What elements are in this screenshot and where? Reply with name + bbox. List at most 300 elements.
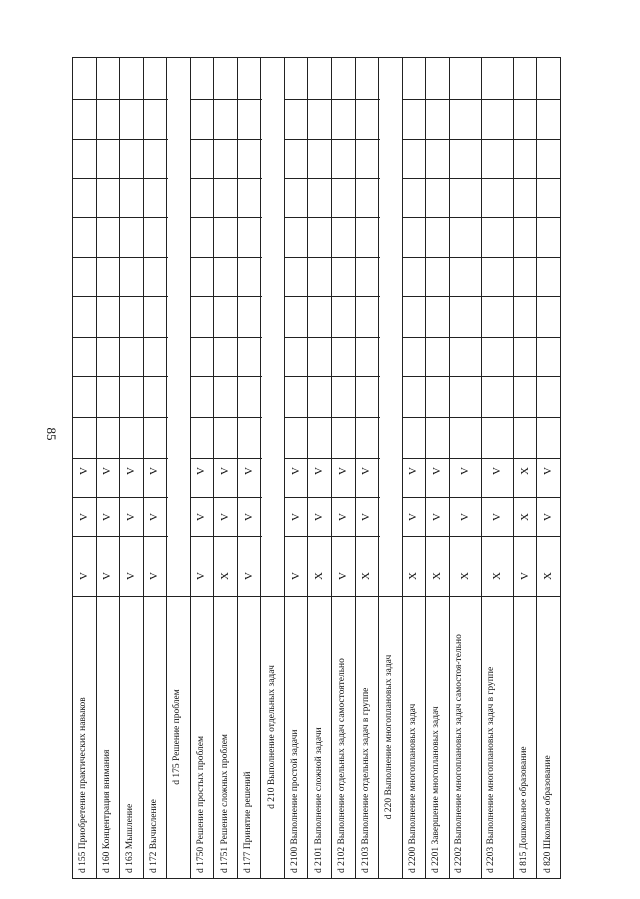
grid-line xyxy=(481,217,514,218)
grid-line xyxy=(237,178,262,179)
cross-mark: X xyxy=(407,572,420,580)
grid-line xyxy=(307,497,332,498)
grid-line xyxy=(355,536,380,537)
grid-line xyxy=(449,497,482,498)
grid-line xyxy=(402,376,427,377)
grid-line xyxy=(425,417,450,418)
grid-line xyxy=(425,458,450,459)
grid-line xyxy=(213,596,238,597)
grid-line xyxy=(96,217,121,218)
grid-line xyxy=(331,497,356,498)
grid-line xyxy=(331,139,356,140)
row-divider xyxy=(72,57,73,878)
table-row-label: d 2102 Выполнение отдельных задач самостоятельно xyxy=(337,658,348,873)
grid-line xyxy=(213,296,238,297)
grid-line xyxy=(536,296,561,297)
grid-line xyxy=(513,458,538,459)
grid-line xyxy=(284,178,309,179)
grid-line xyxy=(237,217,262,218)
grid-line xyxy=(96,337,121,338)
cross-mark: X xyxy=(518,467,531,475)
table-row-label: d 2202 Выполнение многоплановых задач самостоя-тельно xyxy=(453,634,464,873)
grid-line xyxy=(119,257,144,258)
grid-line xyxy=(237,257,262,258)
grid-line xyxy=(307,458,332,459)
grid-line xyxy=(355,296,380,297)
grid-line xyxy=(72,296,97,297)
grid-line xyxy=(513,596,538,597)
grid-line xyxy=(213,57,238,58)
grid-line xyxy=(213,458,238,459)
grid-line xyxy=(213,99,238,100)
grid-line xyxy=(284,376,309,377)
grid-line xyxy=(402,417,427,418)
grid-line xyxy=(143,458,168,459)
check-mark: V xyxy=(490,513,503,521)
grid-line xyxy=(513,217,538,218)
grid-line xyxy=(331,257,356,258)
cross-mark: X xyxy=(490,572,503,580)
grid-line xyxy=(449,57,482,58)
grid-line xyxy=(481,596,514,597)
grid-line xyxy=(536,536,561,537)
grid-line xyxy=(355,337,380,338)
check-mark: V xyxy=(195,467,208,475)
check-mark: V xyxy=(518,572,531,580)
grid-line xyxy=(143,417,168,418)
grid-line xyxy=(307,376,332,377)
grid-line xyxy=(331,178,356,179)
grid-line xyxy=(331,57,356,58)
grid-line xyxy=(513,536,538,537)
grid-line xyxy=(237,57,262,58)
grid-line xyxy=(213,139,238,140)
grid-line xyxy=(72,337,97,338)
grid-line xyxy=(449,417,482,418)
grid-line xyxy=(402,178,427,179)
grid-line xyxy=(402,139,427,140)
grid-line xyxy=(449,217,482,218)
row-divider xyxy=(402,57,403,878)
grid-line xyxy=(536,458,561,459)
cross-mark: X xyxy=(458,572,471,580)
grid-line xyxy=(355,376,380,377)
grid-line xyxy=(119,536,144,537)
grid-line xyxy=(481,337,514,338)
grid-line xyxy=(481,417,514,418)
grid-line xyxy=(72,596,97,597)
grid-line xyxy=(237,139,262,140)
check-mark: V xyxy=(360,467,373,475)
check-mark: V xyxy=(219,513,232,521)
grid-line xyxy=(72,99,97,100)
grid-line xyxy=(284,99,309,100)
row-divider xyxy=(331,57,332,878)
grid-line xyxy=(119,99,144,100)
grid-line xyxy=(307,178,332,179)
grid-line xyxy=(260,57,285,58)
grid-line xyxy=(449,458,482,459)
table-row-label: d 2101 Выполнение сложной задачи xyxy=(313,727,324,873)
grid-line xyxy=(190,178,215,179)
grid-line xyxy=(190,536,215,537)
grid-line xyxy=(96,458,121,459)
grid-line xyxy=(119,139,144,140)
table-row-label: d 163 Мышление xyxy=(125,803,136,873)
table-row-label: d 2201 Завершение многоплановых задач xyxy=(431,706,442,873)
grid-line xyxy=(425,57,450,58)
page-number: 85 xyxy=(44,427,59,441)
grid-line xyxy=(402,458,427,459)
grid-line xyxy=(213,376,238,377)
grid-line xyxy=(96,178,121,179)
check-mark: V xyxy=(542,513,555,521)
grid-line xyxy=(402,217,427,218)
grid-line xyxy=(425,257,450,258)
grid-line xyxy=(513,99,538,100)
grid-line xyxy=(72,497,97,498)
grid-line xyxy=(284,57,309,58)
grid-line xyxy=(96,417,121,418)
grid-line xyxy=(166,596,191,597)
grid-line xyxy=(425,178,450,179)
check-mark: V xyxy=(407,513,420,521)
grid-line xyxy=(143,596,168,597)
grid-line xyxy=(119,458,144,459)
table-row-label: d 172 Вычисление xyxy=(148,799,159,873)
grid-line xyxy=(284,296,309,297)
grid-line xyxy=(481,57,514,58)
row-divider xyxy=(119,57,120,878)
grid-line xyxy=(119,296,144,297)
check-mark: V xyxy=(313,467,326,475)
grid-line xyxy=(143,376,168,377)
row-divider xyxy=(166,57,167,878)
grid-line xyxy=(331,99,356,100)
grid-line xyxy=(536,257,561,258)
grid-line xyxy=(449,536,482,537)
grid-line xyxy=(190,417,215,418)
check-mark: V xyxy=(101,513,114,521)
grid-line xyxy=(481,376,514,377)
check-mark: V xyxy=(242,467,255,475)
grid-line xyxy=(425,99,450,100)
grid-line xyxy=(307,257,332,258)
table-row-label: d 1750 Решение простых проблем xyxy=(195,735,206,873)
grid-line xyxy=(513,417,538,418)
grid-line xyxy=(513,376,538,377)
grid-line xyxy=(449,99,482,100)
grid-line xyxy=(331,296,356,297)
grid-line xyxy=(449,139,482,140)
grid-line xyxy=(355,217,380,218)
check-mark: V xyxy=(124,572,137,580)
row-divider xyxy=(284,57,285,878)
grid-line xyxy=(190,139,215,140)
grid-line xyxy=(119,217,144,218)
row-divider xyxy=(378,57,379,878)
grid-line xyxy=(481,139,514,140)
grid-line xyxy=(96,596,121,597)
cross-mark: X xyxy=(360,572,373,580)
grid-line xyxy=(355,57,380,58)
grid-line xyxy=(190,99,215,100)
grid-line xyxy=(284,458,309,459)
grid-line xyxy=(402,99,427,100)
check-mark: V xyxy=(430,467,443,475)
row-divider xyxy=(536,57,537,878)
grid-line xyxy=(331,217,356,218)
grid-line xyxy=(307,417,332,418)
grid-line xyxy=(307,596,332,597)
check-mark: V xyxy=(289,513,302,521)
grid-line xyxy=(119,497,144,498)
grid-line xyxy=(72,139,97,140)
section-heading: d 220 Выполнение многоплановых задач xyxy=(384,654,395,820)
grid-line xyxy=(355,257,380,258)
grid-line xyxy=(237,376,262,377)
check-mark: V xyxy=(219,467,232,475)
check-mark: V xyxy=(77,513,90,521)
grid-line xyxy=(237,296,262,297)
cross-mark: X xyxy=(430,572,443,580)
grid-line xyxy=(307,139,332,140)
section-heading: d 210 Выполнение отдельных задач xyxy=(266,665,277,809)
grid-line xyxy=(284,417,309,418)
grid-line xyxy=(402,497,427,498)
grid-line xyxy=(355,458,380,459)
grid-line xyxy=(237,596,262,597)
check-mark: V xyxy=(430,513,443,521)
grid-line xyxy=(143,497,168,498)
table-row-label: d 2200 Выполнение многоплановых задач xyxy=(407,703,418,873)
grid-line xyxy=(402,596,427,597)
section-heading: d 175 Решение проблем xyxy=(172,689,183,785)
grid-line xyxy=(96,139,121,140)
row-divider xyxy=(96,57,97,878)
grid-line xyxy=(72,217,97,218)
table-row-label: d 1751 Решение сложных проблем xyxy=(219,734,230,873)
check-mark: V xyxy=(195,513,208,521)
grid-line xyxy=(402,337,427,338)
grid-line xyxy=(213,497,238,498)
grid-line xyxy=(96,57,121,58)
check-mark: V xyxy=(242,513,255,521)
grid-line xyxy=(425,296,450,297)
grid-line xyxy=(536,376,561,377)
grid-line xyxy=(449,376,482,377)
grid-line xyxy=(260,596,285,597)
grid-line xyxy=(307,296,332,297)
grid-line xyxy=(143,178,168,179)
check-mark: V xyxy=(101,572,114,580)
grid-line xyxy=(513,497,538,498)
grid-line xyxy=(449,296,482,297)
grid-line xyxy=(143,139,168,140)
grid-line xyxy=(425,596,450,597)
check-mark: V xyxy=(148,513,161,521)
grid-line xyxy=(96,376,121,377)
grid-line xyxy=(166,57,191,58)
grid-line xyxy=(307,217,332,218)
grid-line xyxy=(213,178,238,179)
grid-line xyxy=(378,596,403,597)
grid-line xyxy=(513,139,538,140)
grid-line xyxy=(119,596,144,597)
cross-mark: X xyxy=(542,572,555,580)
grid-line xyxy=(237,337,262,338)
grid-line xyxy=(213,337,238,338)
grid-line xyxy=(284,257,309,258)
grid-line xyxy=(119,337,144,338)
grid-line xyxy=(449,596,482,597)
grid-line xyxy=(536,57,561,58)
row-divider xyxy=(425,57,426,878)
grid-line xyxy=(143,99,168,100)
grid-line xyxy=(331,458,356,459)
row-divider xyxy=(355,57,356,878)
grid-line xyxy=(237,458,262,459)
grid-line xyxy=(237,536,262,537)
check-mark: V xyxy=(542,467,555,475)
grid-line xyxy=(355,99,380,100)
row-divider xyxy=(449,57,450,878)
grid-line xyxy=(213,536,238,537)
grid-line xyxy=(237,99,262,100)
grid-line xyxy=(96,257,121,258)
row-divider xyxy=(560,57,561,878)
grid-line xyxy=(513,337,538,338)
grid-line xyxy=(513,57,538,58)
grid-line xyxy=(481,458,514,459)
grid-line xyxy=(481,99,514,100)
grid-line xyxy=(143,337,168,338)
grid-line xyxy=(284,497,309,498)
grid-line xyxy=(72,257,97,258)
grid-line xyxy=(536,217,561,218)
grid-line xyxy=(284,139,309,140)
grid-line xyxy=(190,458,215,459)
check-mark: V xyxy=(124,467,137,475)
grid-line xyxy=(402,296,427,297)
grid-line xyxy=(331,536,356,537)
grid-line xyxy=(536,417,561,418)
grid-line xyxy=(402,536,427,537)
grid-line xyxy=(331,337,356,338)
row-divider xyxy=(307,57,308,878)
grid-line xyxy=(119,376,144,377)
grid-line xyxy=(284,536,309,537)
grid-line xyxy=(284,217,309,218)
grid-line xyxy=(190,337,215,338)
grid-line xyxy=(536,596,561,597)
grid-line xyxy=(425,139,450,140)
check-mark: V xyxy=(148,572,161,580)
check-mark: V xyxy=(313,513,326,521)
grid-line xyxy=(237,497,262,498)
grid-line xyxy=(513,178,538,179)
grid-line xyxy=(72,458,97,459)
grid-line xyxy=(331,376,356,377)
grid-line xyxy=(425,217,450,218)
cross-mark: X xyxy=(219,572,232,580)
grid-line xyxy=(425,497,450,498)
check-mark: V xyxy=(289,572,302,580)
check-mark: V xyxy=(148,467,161,475)
cross-mark: X xyxy=(313,572,326,580)
grid-line xyxy=(402,257,427,258)
grid-line xyxy=(481,497,514,498)
grid-line xyxy=(513,296,538,297)
check-mark: V xyxy=(360,513,373,521)
grid-line xyxy=(481,536,514,537)
grid-line xyxy=(119,417,144,418)
grid-line xyxy=(449,257,482,258)
table-row-label: d 2203 Выполнение многоплановых задач в группе xyxy=(485,666,496,873)
grid-line xyxy=(143,217,168,218)
check-mark: V xyxy=(458,467,471,475)
grid-line xyxy=(536,99,561,100)
grid-line xyxy=(190,57,215,58)
row-divider xyxy=(481,57,482,878)
grid-line xyxy=(307,99,332,100)
grid-line xyxy=(355,417,380,418)
grid-line xyxy=(72,376,97,377)
grid-line xyxy=(355,596,380,597)
grid-line xyxy=(119,178,144,179)
table-row-label: d 2100 Выполнение простой задачи xyxy=(290,729,301,873)
table-row-label: d 155 Приобретение практических навыков xyxy=(78,697,89,873)
grid-line xyxy=(284,596,309,597)
grid-line xyxy=(119,57,144,58)
grid-line xyxy=(536,337,561,338)
grid-line xyxy=(96,296,121,297)
grid-line xyxy=(355,178,380,179)
grid-line xyxy=(402,57,427,58)
check-mark: V xyxy=(242,572,255,580)
grid-line xyxy=(143,296,168,297)
grid-line xyxy=(190,497,215,498)
row-divider xyxy=(237,57,238,878)
grid-line xyxy=(513,257,538,258)
grid-line xyxy=(72,417,97,418)
grid-line xyxy=(72,57,97,58)
grid-line xyxy=(355,139,380,140)
table-row-label: d 177 Принятие решений xyxy=(243,771,254,873)
grid-line xyxy=(449,337,482,338)
grid-line xyxy=(355,497,380,498)
grid-line xyxy=(143,257,168,258)
check-mark: V xyxy=(336,513,349,521)
check-mark: V xyxy=(407,467,420,475)
grid-line xyxy=(481,296,514,297)
row-divider xyxy=(213,57,214,878)
grid-line xyxy=(481,178,514,179)
check-mark: V xyxy=(458,513,471,521)
grid-line xyxy=(143,57,168,58)
grid-line xyxy=(307,536,332,537)
table-row-label: d 820 Школьное образование xyxy=(542,755,553,873)
grid-line xyxy=(213,217,238,218)
grid-line xyxy=(425,376,450,377)
grid-line xyxy=(425,337,450,338)
check-mark: V xyxy=(336,572,349,580)
row-divider xyxy=(190,57,191,878)
row-divider xyxy=(143,57,144,878)
cross-mark: X xyxy=(518,513,531,521)
grid-line xyxy=(481,257,514,258)
grid-line xyxy=(72,536,97,537)
